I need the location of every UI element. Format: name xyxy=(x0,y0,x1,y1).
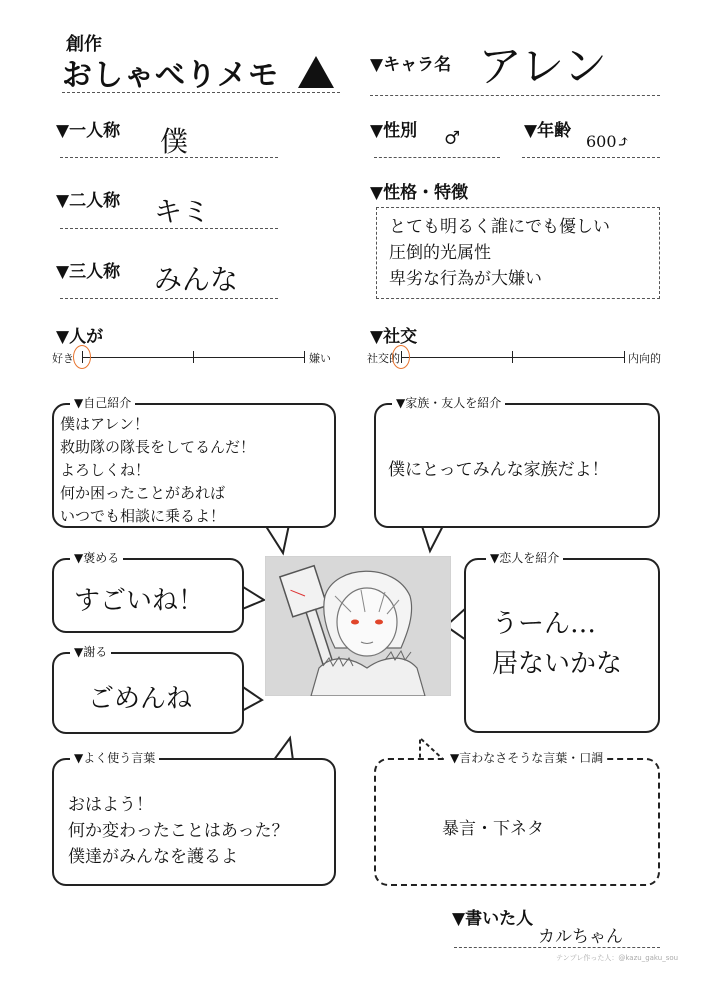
social-scale-left: 社交的 xyxy=(367,352,400,365)
lover-bubble xyxy=(464,551,660,733)
author-label: ▼書いた人 xyxy=(452,909,534,929)
people-scale-left: 好き xyxy=(52,352,74,365)
intro-bubble xyxy=(52,396,336,528)
gender-value: ♂ xyxy=(444,128,461,149)
lover-bubble-text: うーん… 居ないかな xyxy=(492,609,623,679)
intro-bubble-title: ▼自己紹介 xyxy=(70,394,135,411)
praise-bubble-title: ▼褒める xyxy=(70,549,123,566)
intro-bubble-text: 僕はアレン！ 救助隊の隊長をしてるんだ！ よろしくね！ 何か困ったことがあれば いつでも相談に乗るよ！ xyxy=(60,415,256,525)
never-say-bubble-title: ▼言わなさそうな言葉・口調 xyxy=(446,749,607,766)
people-scale-right: 嫌い xyxy=(309,352,331,365)
second-person-label: ▼二人称 xyxy=(56,191,121,211)
personality-label: ▼性格・特徴 xyxy=(370,183,469,203)
family-bubble-title: ▼家族・友人を紹介 xyxy=(392,394,505,411)
second-person-value: キミ xyxy=(154,195,211,228)
lover-bubble-title: ▼恋人を紹介 xyxy=(486,549,563,566)
author-value: カルちゃん xyxy=(538,927,623,947)
apology-bubble-text: ごめんね xyxy=(88,684,193,714)
character-illustration xyxy=(265,556,451,696)
author-underline xyxy=(454,947,660,948)
apology-bubble xyxy=(52,645,244,734)
char-name-label: ▼キャラ名 xyxy=(370,55,452,75)
social-scale-label: ▼社交 xyxy=(370,327,418,347)
age-label: ▼年齢 xyxy=(524,121,572,141)
people-scale-label: ▼人が xyxy=(56,327,104,347)
age-value: 600⤴ xyxy=(586,132,630,151)
page-title: おしゃべりメモ xyxy=(62,58,279,93)
first-person-value: 僕 xyxy=(160,125,189,158)
social-scale-right: 内向的 xyxy=(628,352,661,365)
family-bubble-text: 僕にとってみんな家族だよ！ xyxy=(388,460,609,480)
often-words-bubble-text: おはよう！ 何か変わったことはあった？ 僕達がみんなを護るよ xyxy=(68,795,289,867)
template-credit: テンプレ作った人：@kazu_gaku_sou xyxy=(556,954,679,962)
personality-text: とても明るく誰にでも優しい 圧倒的光属性 卑劣な行為が大嫌い xyxy=(389,217,610,289)
often-words-bubble-title: ▼よく使う言葉 xyxy=(70,749,159,766)
often-words-bubble xyxy=(52,751,336,886)
praise-bubble-text: すごいね！ xyxy=(74,586,205,616)
never-say-bubble xyxy=(374,751,660,886)
family-bubble xyxy=(374,396,660,528)
header-subtitle: 創作 xyxy=(66,34,102,55)
never-say-bubble-text: 暴言・下ネタ xyxy=(442,819,544,839)
char-name-value: アレン xyxy=(478,41,608,92)
first-person-label: ▼一人称 xyxy=(56,121,121,141)
gender-label: ▼性別 xyxy=(370,121,418,141)
third-person-value: みんな xyxy=(154,263,239,296)
third-person-label: ▼三人称 xyxy=(56,262,121,282)
praise-bubble xyxy=(52,551,244,633)
apology-bubble-title: ▼謝る xyxy=(70,643,111,660)
